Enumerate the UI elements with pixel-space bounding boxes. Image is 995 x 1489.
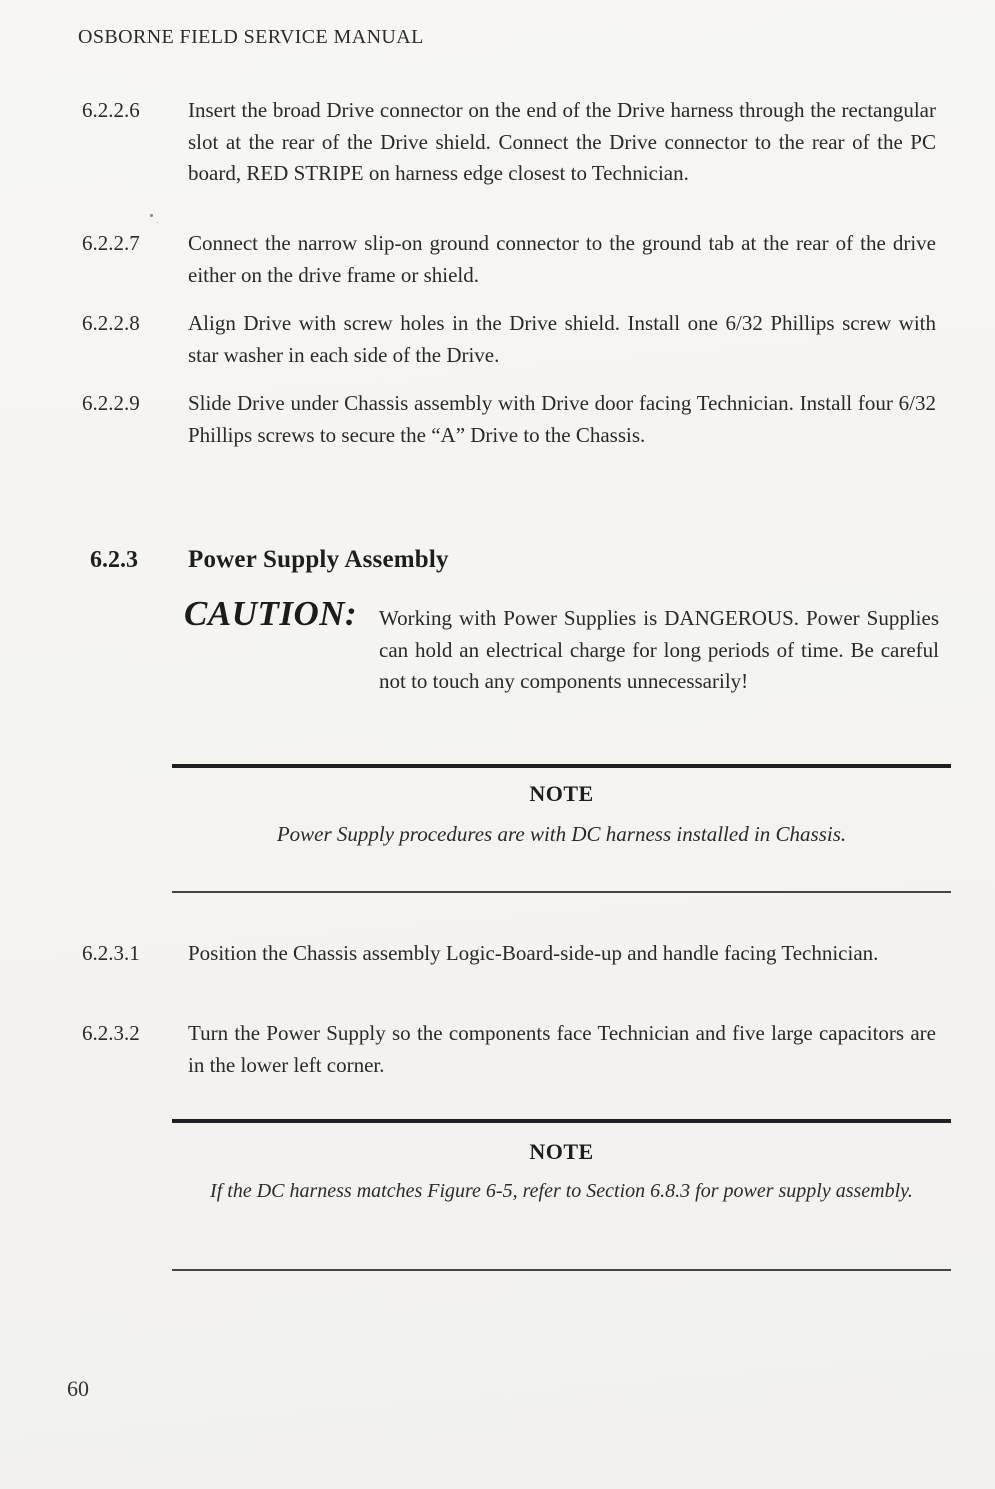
step-number: 6.2.2.9 <box>82 391 140 415</box>
step-number: 6.2.2.6 <box>82 98 140 122</box>
section-title: Power Supply Assembly <box>188 546 449 573</box>
step-text: Slide Drive under Chassis assembly with Drive door facing Technician. Install four 6/32 Phillips screws to secure the “A” Drive to the Chassis. <box>188 391 936 447</box>
procedure-step-6229 <box>82 388 936 451</box>
procedure-step-6231 <box>82 938 936 970</box>
caution-text: Working with Power Supplies is DANGEROUS. Power Supplies can hold an electrical charge for long periods of time. Be careful not to touch any components unnecessarily! <box>379 606 939 693</box>
note1-text: Power Supply procedures are with DC harness installed in Chassis. <box>276 822 847 846</box>
step-number: 6.2.2.7 <box>82 231 140 255</box>
section-heading <box>90 546 449 574</box>
note2-title: NOTE <box>529 1139 594 1164</box>
procedure-step-6228 <box>82 308 936 371</box>
page-number: 60 <box>67 1376 89 1401</box>
scan-artifact <box>150 214 153 217</box>
step-text: Insert the broad Drive connector on the end of the Drive harness through the rectangular slot at the rear of the Drive shield. Connect the Drive connector to the rear of the PC board, RED STRIPE on harness edge closest to Technician. <box>188 98 936 185</box>
step-number: 6.2.2.8 <box>82 311 140 335</box>
procedure-step-6226 <box>82 95 936 190</box>
section-number: 6.2.3 <box>90 547 138 573</box>
note1-top-rule <box>172 764 951 768</box>
note1-title: NOTE <box>529 781 594 806</box>
note1-bottom-rule <box>172 891 951 893</box>
step-text: Position the Chassis assembly Logic-Board-side-up and handle facing Technician. <box>188 941 879 965</box>
procedure-step-6227 <box>82 228 936 291</box>
running-header: OSBORNE FIELD SERVICE MANUAL <box>78 26 424 48</box>
note2-text: If the DC harness matches Figure 6-5, refer to Section 6.8.3 for power supply assembly. <box>210 1180 913 1202</box>
caution-label: CAUTION: <box>184 594 358 633</box>
step-number: 6.2.3.2 <box>82 1021 140 1045</box>
note2-bottom-rule <box>172 1269 951 1271</box>
step-number: 6.2.3.1 <box>82 941 140 965</box>
step-text: Connect the narrow slip-on ground connector to the ground tab at the rear of the drive either on the drive frame or shield. <box>188 231 936 287</box>
note2-top-rule <box>172 1119 951 1123</box>
procedure-step-6232 <box>82 1018 936 1081</box>
step-text: Align Drive with screw holes in the Drive shield. Install one 6/32 Phillips screw with star washer in each side of the Drive. <box>188 311 936 367</box>
step-text: Turn the Power Supply so the components face Technician and five large capacitors are in the lower left corner. <box>188 1021 936 1077</box>
